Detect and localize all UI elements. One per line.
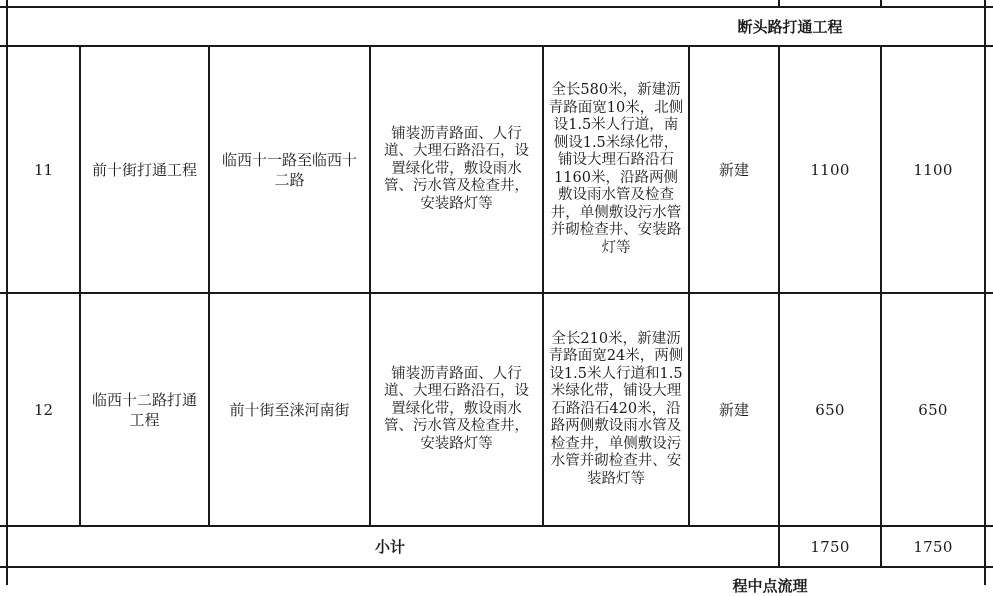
rule-right-edge	[984, 0, 986, 585]
row-11-content: 铺装沥青路面、人行道、大理石路沿石，设置绿化带，敷设雨水管、污水管及检查井，安装路灯等	[384, 125, 529, 212]
row-12-total: 650	[815, 400, 845, 419]
row-11-range: 临西十一路至临西十二路	[221, 150, 357, 189]
subtotal-total: 1750	[810, 537, 850, 556]
subtotal-label: 小计	[374, 537, 405, 556]
row-11-scale: 全长580米，新建沥青路面宽10米，北侧设1.5米人行道，南侧设1.5米绿化带，铺设大理石路沿石1160米，沿路两侧敷设雨水管及检查井，单侧敷设污水管并砌检查井、安装路灯等	[548, 82, 684, 256]
row-11-name: 前十街打通工程	[91, 160, 197, 179]
row-12-name: 临西十二路打通工程	[91, 390, 197, 429]
next-section-header: 程中点流理	[732, 577, 808, 595]
row-12-amount: 650	[918, 400, 948, 419]
rule-stub-b	[880, 0, 882, 7]
row-11-nature: 新建	[718, 160, 749, 179]
section-header: 断头路打通工程	[737, 17, 843, 36]
row-12-scale: 全长210米，新建沥青路面宽24米，两侧设1.5米人行道和1.5米绿化带，铺设大理石路沿石420米，沿路两侧敷设雨水管及检查井，单侧敷设污水管并砌检查井、安装路灯等	[548, 330, 684, 487]
rule-subtotal-bottom	[0, 566, 993, 568]
row-11-total: 1100	[810, 160, 850, 179]
row-11-amount: 1100	[913, 160, 953, 179]
subtotal-amount: 1750	[913, 537, 953, 556]
row-12-nature: 新建	[718, 400, 749, 419]
row-12-index: 12	[33, 400, 54, 419]
rule-stub-a	[778, 0, 780, 7]
row-12-content: 铺装沥青路面、人行道、大理石路沿石，设置绿化带，敷设雨水管、污水管及检查井，安装路灯等	[384, 365, 529, 452]
row-11-index: 11	[33, 160, 54, 179]
row-12-range: 前十街至涞河南街	[229, 400, 350, 419]
